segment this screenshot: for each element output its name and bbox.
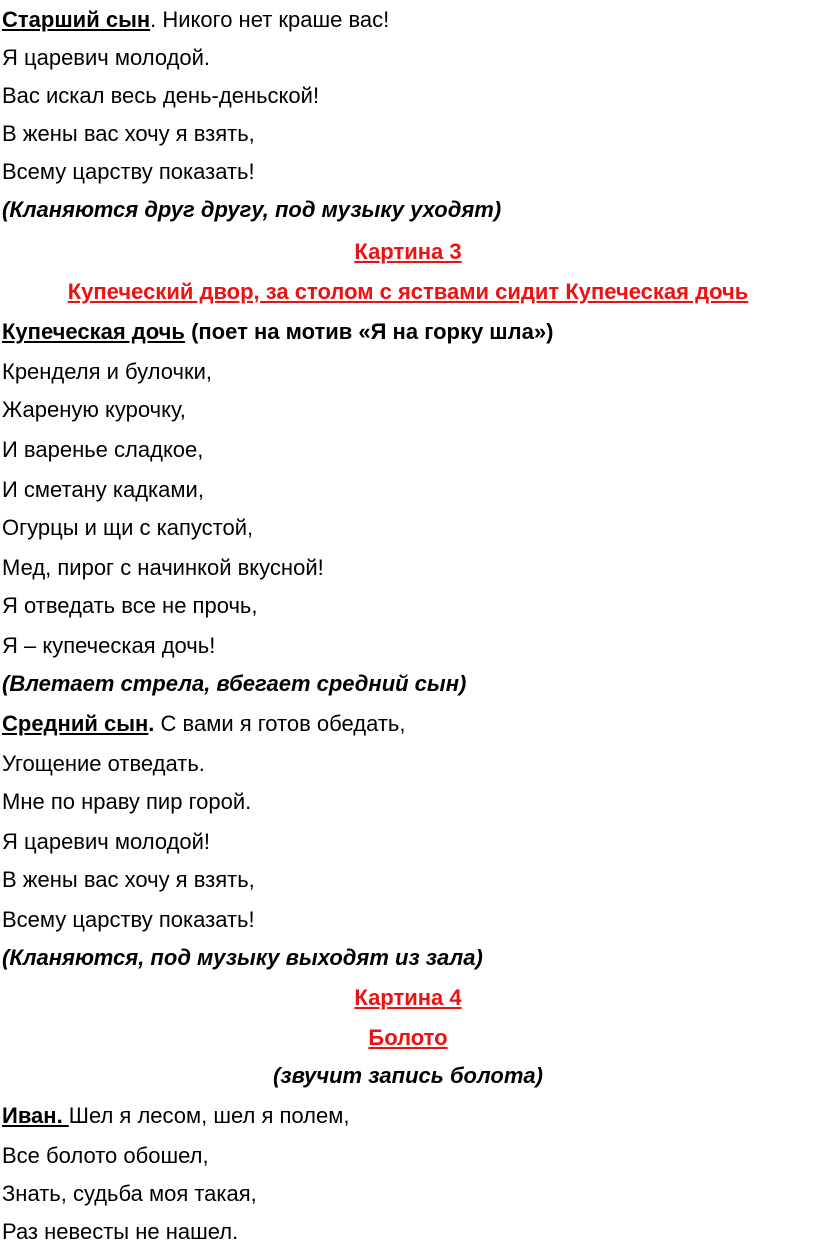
line-22 xyxy=(2,822,816,862)
stage-direction: (Кланяются, под музыку выходят из зала) xyxy=(2,945,483,970)
speech-text: Мед, пирог с начинкой вкусной! xyxy=(2,555,324,580)
line-21 xyxy=(2,782,816,822)
speech-text: Я царевич молодой! xyxy=(2,829,211,854)
speech-text: Всему царству показать! xyxy=(2,159,255,184)
line-30 xyxy=(2,1136,816,1176)
line-17 xyxy=(2,626,816,666)
stage-direction: (Влетает стрела, вбегает средний сын) xyxy=(2,671,467,696)
line-3 xyxy=(2,76,816,116)
line-32 xyxy=(2,1212,816,1252)
scene-title: Картина 4 xyxy=(354,985,462,1010)
speech-text: Раз невесты не нашел. xyxy=(2,1219,239,1244)
speech-text: Все болото обошел, xyxy=(2,1143,209,1168)
speech-text: Вас искал весь день-деньской! xyxy=(2,83,320,108)
speech-text: С вами я готов обедать, xyxy=(154,711,406,736)
speech-text: Всему царству показать! xyxy=(2,907,255,932)
line-11 xyxy=(2,390,816,430)
line-24 xyxy=(2,900,816,940)
stage-direction: (Кланяются друг другу, под музыку уходят) xyxy=(2,197,502,222)
speech-text: В жены вас хочу я взять, xyxy=(2,867,255,892)
speech-text: Я – купеческая дочь! xyxy=(2,633,216,658)
speech-text: И варенье сладкое, xyxy=(2,437,204,462)
scene-setting: Болото xyxy=(368,1025,448,1050)
speaker-punct: . xyxy=(148,711,155,736)
speaker-note: (поет на мотив «Я на горку шла») xyxy=(184,319,554,344)
speech-text: Я отведать все не прочь, xyxy=(2,593,258,618)
line-23 xyxy=(2,860,816,900)
line-4 xyxy=(2,114,816,154)
line-2 xyxy=(2,38,816,78)
line-31 xyxy=(2,1174,816,1214)
speaker-name: Купеческая дочь xyxy=(2,319,185,344)
speech-text: Огурцы и щи с капустой, xyxy=(2,515,254,540)
speech-text: Жареную курочку, xyxy=(2,397,186,422)
speech-text: Угощение отведать. xyxy=(2,751,205,776)
speaker-name: Иван. xyxy=(2,1103,69,1128)
line-5 xyxy=(2,152,816,192)
speech-text: Кренделя и булочки, xyxy=(2,359,212,384)
speech-text: Знать, судьба моя такая, xyxy=(2,1181,257,1206)
scene-setting: Купеческий двор, за столом с яствами сидит Купеческая дочь xyxy=(67,279,749,304)
line-10 xyxy=(2,352,816,392)
line-1 xyxy=(2,0,816,40)
line-19 xyxy=(2,704,816,744)
line-29 xyxy=(2,1096,816,1136)
line-12 xyxy=(2,430,816,470)
line-20 xyxy=(2,744,816,784)
line-9 xyxy=(2,312,816,352)
line-13 xyxy=(2,470,816,510)
speech-text: В жены вас хочу я взять, xyxy=(2,121,255,146)
speech-text: Шел я лесом, шел я полем, xyxy=(68,1103,350,1128)
speech-text: И сметану кадками, xyxy=(2,477,204,502)
stage-direction: (звучит запись болота) xyxy=(273,1063,543,1088)
scene-title: Картина 3 xyxy=(354,239,462,264)
speaker-name: Средний сын xyxy=(2,711,149,736)
speech-text: . Никого нет краше вас! xyxy=(150,7,390,32)
line-16 xyxy=(2,586,816,626)
speech-text: Мне по нраву пир горой. xyxy=(2,789,252,814)
speaker-name: Старший сын xyxy=(2,7,151,32)
line-14 xyxy=(2,508,816,548)
line-15 xyxy=(2,548,816,588)
speech-text: Я царевич молодой. xyxy=(2,45,211,70)
